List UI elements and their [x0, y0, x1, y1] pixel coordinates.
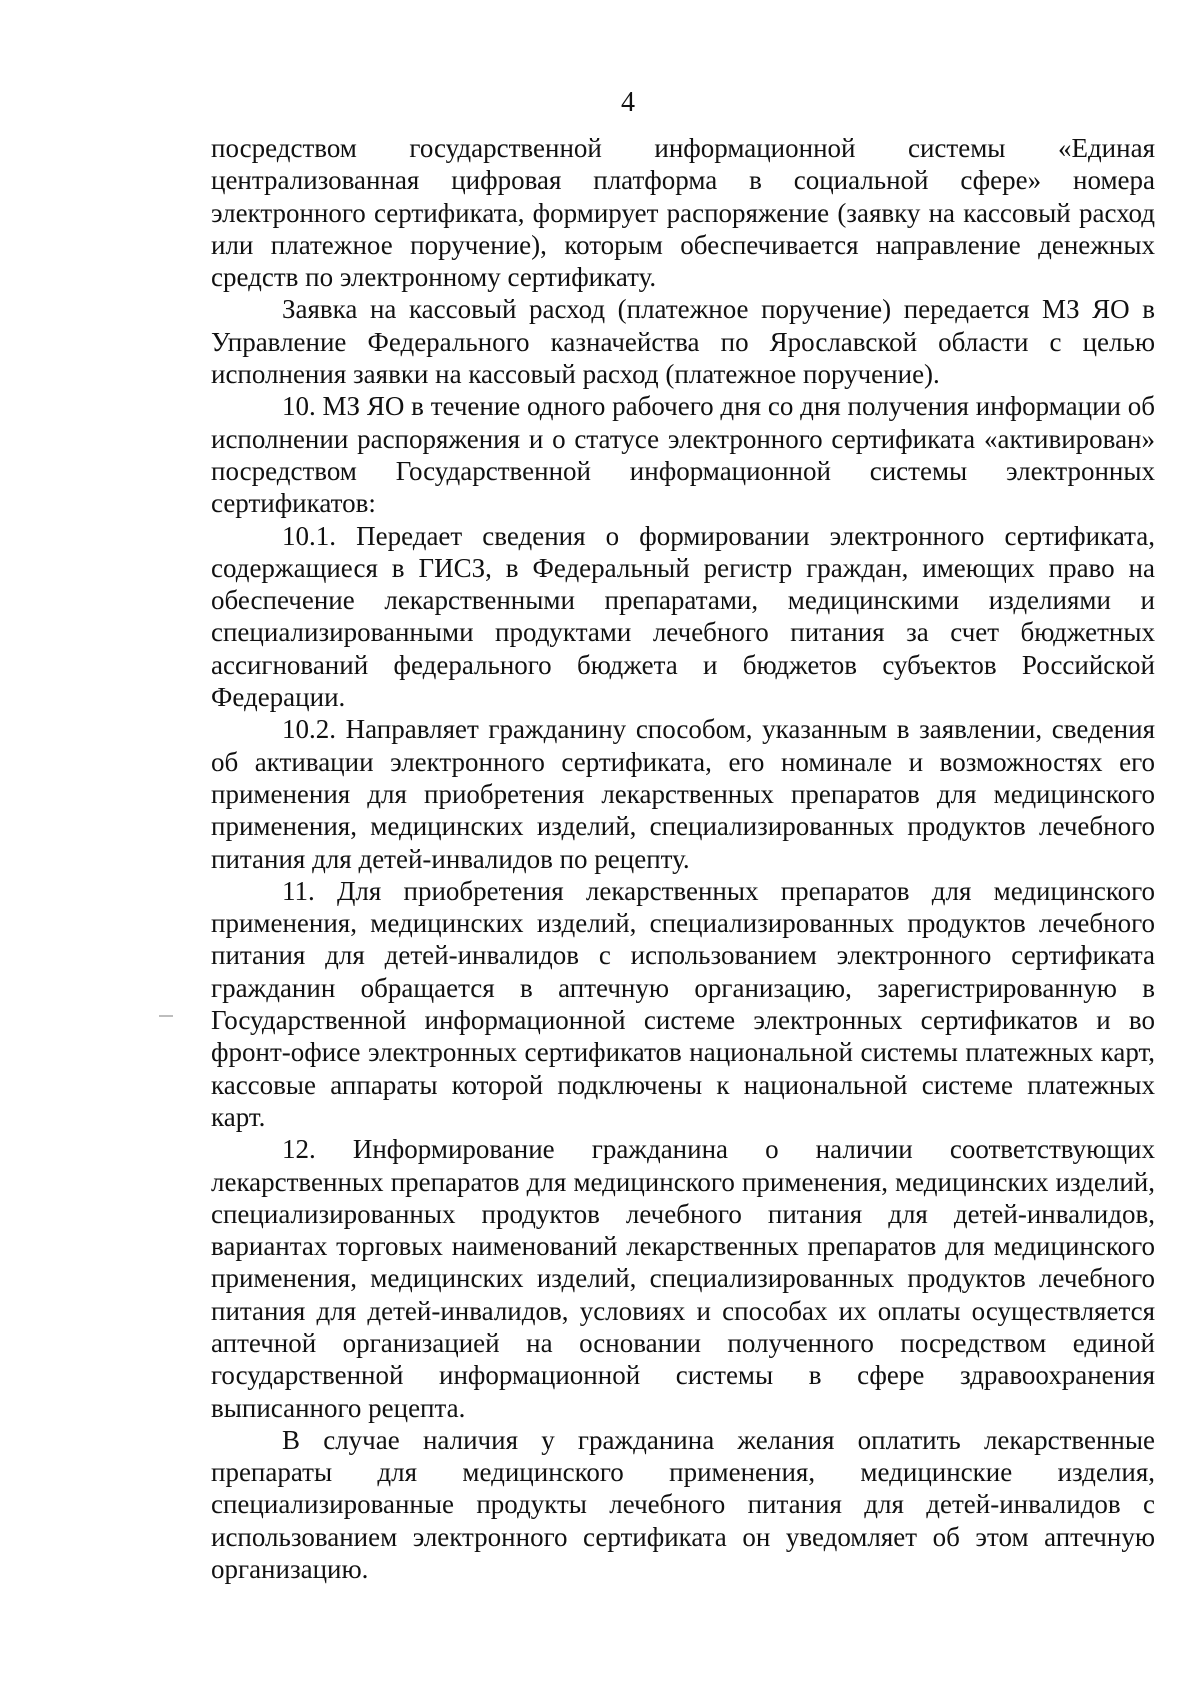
paragraph-item-11: 11. Для приобретения лекарственных препаратов для медицинского применения, медицинских изделий, специализированных продуктов лечебного питания для детей-инвалидов с использованием электронного сертификата гражданин обращается в аптечную организацию, зарегистрированную в Государственной информационной системе электронных сертификатов и во фронт-офисе электронных сертификатов национальной системы платежных карт, кассовые аппараты которой подключены к национальной системе платежных карт. — [211, 875, 1155, 1132]
paragraph-item-10-1: 10.1. Передает сведения о формировании электронного сертификата, содержащиеся в ГИСЗ, в Федеральный регистр граждан, имеющих право на обеспечение лекарственными препаратами, медицинскими изделиями и специализированными продуктами лечебного питания за счет бюджетных ассигнований федерального бюджета и бюджетов субъектов Российской Федерации. — [211, 520, 1155, 713]
paragraph-payment-notice: В случае наличия у гражданина желания оплатить лекарственные препараты для медицинского применения, медицинские изделия, специализированные продукты лечебного питания для детей-инвалидов с использованием электронного сертификата он уведомляет об этом аптечную организацию. — [211, 1424, 1155, 1585]
paragraph-item-10: 10. МЗ ЯО в течение одного рабочего дня со дня получения информации об исполнении распоряжения и о статусе электронного сертификата «активирован» посредством Государственной информационной системы электронных сертификатов: — [211, 391, 1155, 519]
scan-mark — [159, 1015, 173, 1017]
document-body — [211, 132, 1155, 1585]
paragraph-item-12: 12. Информирование гражданина о наличии соответствующих лекарственных препаратов для медицинского применения, медицинских изделий, специализированных продуктов лечебного питания для детей-инвалидов, вариантах торговых наименований лекарственных препаратов для медицинского применения, медицинских изделий, специализированных продуктов лечебного питания для детей-инвалидов, условиях и способах их оплаты осуществляется аптечной организацией на основании полученного посредством единой государственной информационной системы в сфере здравоохранения выписанного рецепта. — [211, 1134, 1155, 1423]
paragraph-continuation: посредством государственной информационной системы «Единая централизованная цифровая платформа в социальной сфере» номера электронного сертификата, формирует распоряжение (заявку на кассовый расход или платежное поручение), которым обеспечивается направление денежных средств по электронному сертификату. — [211, 133, 1155, 293]
paragraph-cash-request: Заявка на кассовый расход (платежное поручение) передается МЗ ЯО в Управление Федерального казначейства по Ярославской области с целью исполнения заявки на кассовый расход (платежное поручение). — [211, 294, 1155, 390]
page-number: 4 — [621, 87, 635, 118]
paragraph-item-10-2: 10.2. Направляет гражданину способом, указанным в заявлении, сведения об активации электронного сертификата, его номинале и возможностях его применения для приобретения лекарственных препаратов для медицинского применения, медицинских изделий, специализированных продуктов лечебного питания для детей-инвалидов по рецепту. — [211, 714, 1155, 874]
